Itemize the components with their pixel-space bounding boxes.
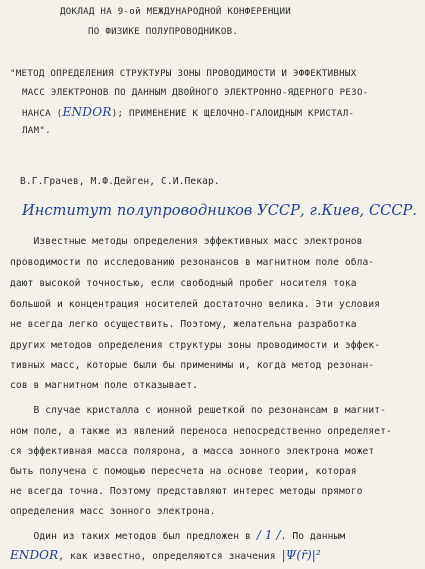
title-line-3-end: ); ПРИМЕНЕНИЕ К ЩЕЛОЧНО-ГАЛОИДНЫМ КРИСТАЛ-	[111, 109, 355, 119]
title-line-3	[22, 106, 354, 120]
last-para-text-d: , как известно, определяются значения	[58, 551, 276, 562]
title-line-4: ЛАМ".	[22, 126, 51, 136]
body-line-11: ся эффективная масса полярона, а масса зонного электрона может	[10, 446, 375, 457]
header-line-2: ПО ФИЗИКЕ ПОЛУПРОВОДНИКОВ.	[88, 27, 239, 37]
last-para-line-1	[10, 529, 345, 543]
last-para-text-b: . По данным	[280, 531, 346, 542]
body-line-13: не всегда точна. Поэтому представляют интерес методы прямого	[10, 486, 363, 497]
body-line-1: Известные методы определения эффективных масс электронов	[10, 236, 363, 247]
header-line-1: ДОКЛАД НА 9-ой МЕЖДУНАРОДНОЙ КОНФЕРЕНЦИИ	[60, 7, 291, 17]
psi-formula-handwritten: |Ψ(r̄)|²	[281, 548, 321, 562]
endor-handwritten-2: ENDOR	[10, 548, 59, 562]
body-line-5: не всегда легко осуществить. Поэтому, желательна разработка	[10, 319, 357, 330]
last-para-line-2	[10, 549, 321, 563]
body-line-7: тивных масс, которые были бы применимы и, когда метод резонан-	[10, 360, 375, 371]
body-line-14: определения масс зонного электрона.	[10, 506, 216, 517]
title-line-1: "МЕТОД ОПРЕДЕЛЕНИЯ СТРУКТУРЫ ЗОНЫ ПРОВОДИМОСТИ И ЭФФЕКТИВНЫХ	[10, 69, 357, 79]
authors: В.Г.Грачев, М.Ф.Дейген, С.И.Пекар.	[20, 176, 220, 187]
reference-handwritten: / 1 /	[256, 528, 281, 542]
body-line-3: дают высокой точностью, если свободный пробег носителя тока	[10, 278, 357, 289]
title-line-2: МАСС ЭЛЕКТРОНОВ ПО ДАННЫМ ДВОЙНОГО ЭЛЕКТРОННО-ЯДЕРНОГО РЕЗО-	[22, 88, 369, 98]
body-line-6: других методов определения структуры зоны проводимости и эффек-	[10, 340, 381, 351]
institute-handwritten: Институт полупроводников УССР, г.Киев, СССР.	[22, 203, 418, 219]
body-line-12: быть получена с помощью пересчета на основе теории, которая	[10, 466, 357, 477]
body-line-4: большой и концентрация носителей достаточно велика. Эти условия	[10, 299, 381, 310]
body-line-8: сов в магнитном поле отказывает.	[10, 380, 199, 391]
title-line-3-start: НАНСА (	[22, 109, 63, 119]
body-line-2: проводимости по исследованию резонансов в магнитном поле обла-	[10, 257, 375, 268]
body-line-10: ном поле, а также из явлений переноса непосредственно определяет-	[10, 426, 392, 437]
last-para-text-a: Один из таких методов был предложен в	[10, 531, 251, 542]
body-line-9: В случае кристалла с ионной решеткой по резонансам в магнит-	[10, 405, 387, 416]
endor-handwritten: ENDOR	[62, 105, 112, 119]
